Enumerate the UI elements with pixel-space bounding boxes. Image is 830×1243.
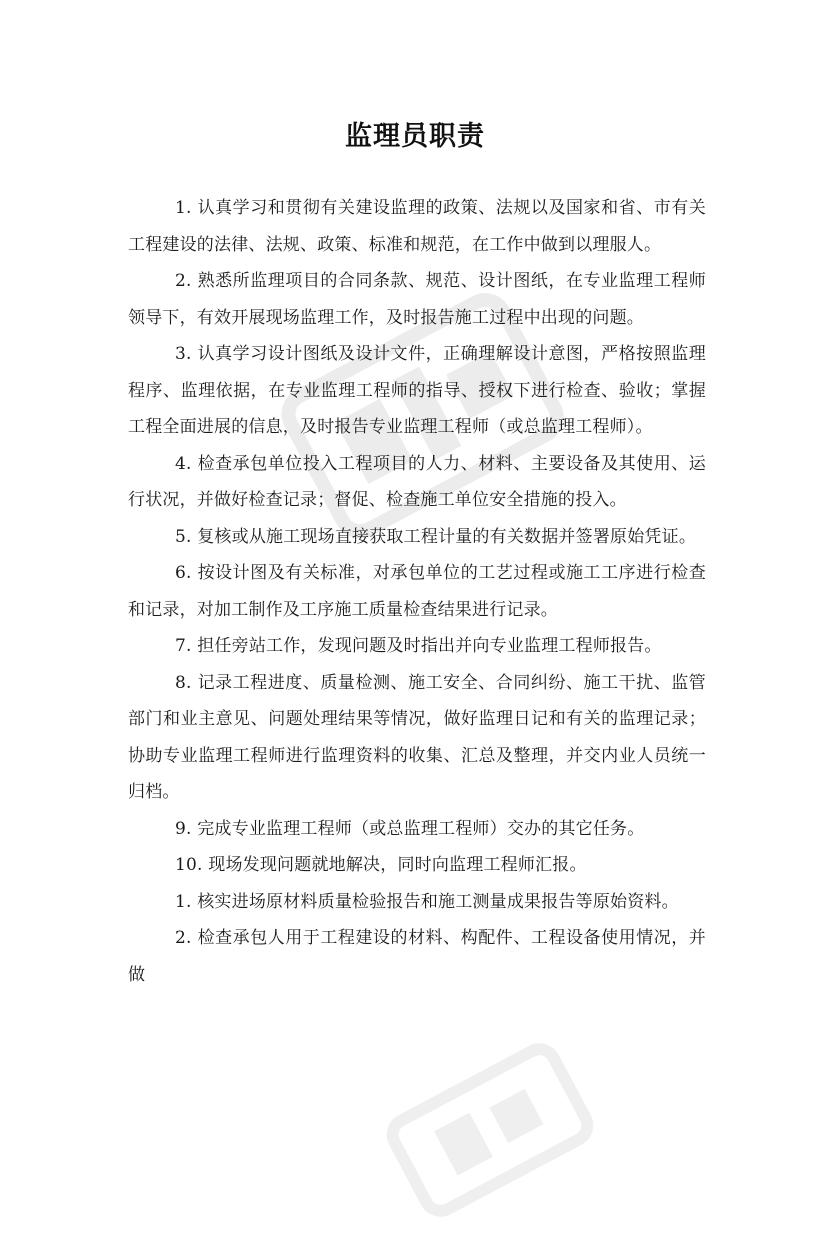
paragraph: 7. 担任旁站工作，发现问题及时指出并向专业监理工程师报告。 bbox=[175, 636, 662, 656]
paragraph: 8. 记录工程进度、质量检测、施工安全、合同纠纷、施工干扰、监管部门和业主意见、问题处理结果等情况，做好监理日记和有关的监理记录；协助专业监理工程师进行监理资料的收集、汇总及整理，并交内业人员统一归档。 bbox=[128, 672, 706, 802]
paragraph: 5. 复核或从施工现场直接获取工程计量的有关数据并签署原始凭证。 bbox=[175, 526, 697, 547]
paragraph: 4. 检查承包单位投入工程项目的人力、材料、主要设备及其使用、运行状况，并做好检查记录；督促、检查施工单位安全措施的投入。 bbox=[128, 453, 706, 510]
paragraph: 1. 认真学习和贯彻有关建设监理的政策、法规以及国家和省、市有关工程建设的法律、法规、政策、标准和规范，在工作中做到以理服人。 bbox=[128, 198, 706, 255]
watermark-logo-fragment-icon bbox=[360, 1017, 620, 1243]
page-title: 监理员职责 bbox=[345, 121, 485, 152]
paragraph: 10. 现场发现问题就地解决，同时向监理工程师汇报。 bbox=[175, 855, 587, 875]
paragraph: 6. 按设计图及有关标准，对承包单位的工艺过程或施工工序进行检查和记录，对加工制作及工序施工质量检查结果进行记录。 bbox=[128, 563, 706, 620]
paragraph: 3. 认真学习设计图纸及设计文件，正确理解设计意图，严格按照监理程序、监理依据，在专业监理工程师的指导、授权下进行检查、验收；掌握工程全面进展的信息，及时报告专业监理工程师（或总监理工程师）。 bbox=[128, 344, 706, 437]
document-body bbox=[128, 190, 706, 993]
paragraph: 2. 熟悉所监理项目的合同条款、规范、设计图纸，在专业监理工程师领导下，有效开展现场监理工作，及时报告施工过程中出现的问题。 bbox=[128, 271, 706, 328]
paragraph: 2. 检查承包人用于工程建设的材料、构配件、工程设备使用情况，并做 bbox=[128, 928, 706, 985]
paragraph: 9. 完成专业监理工程师（或总监理工程师）交办的其它任务。 bbox=[175, 818, 645, 839]
paragraph: 1. 核实进场原材料质量检验报告和施工测量成果报告等原始资料。 bbox=[175, 891, 679, 912]
